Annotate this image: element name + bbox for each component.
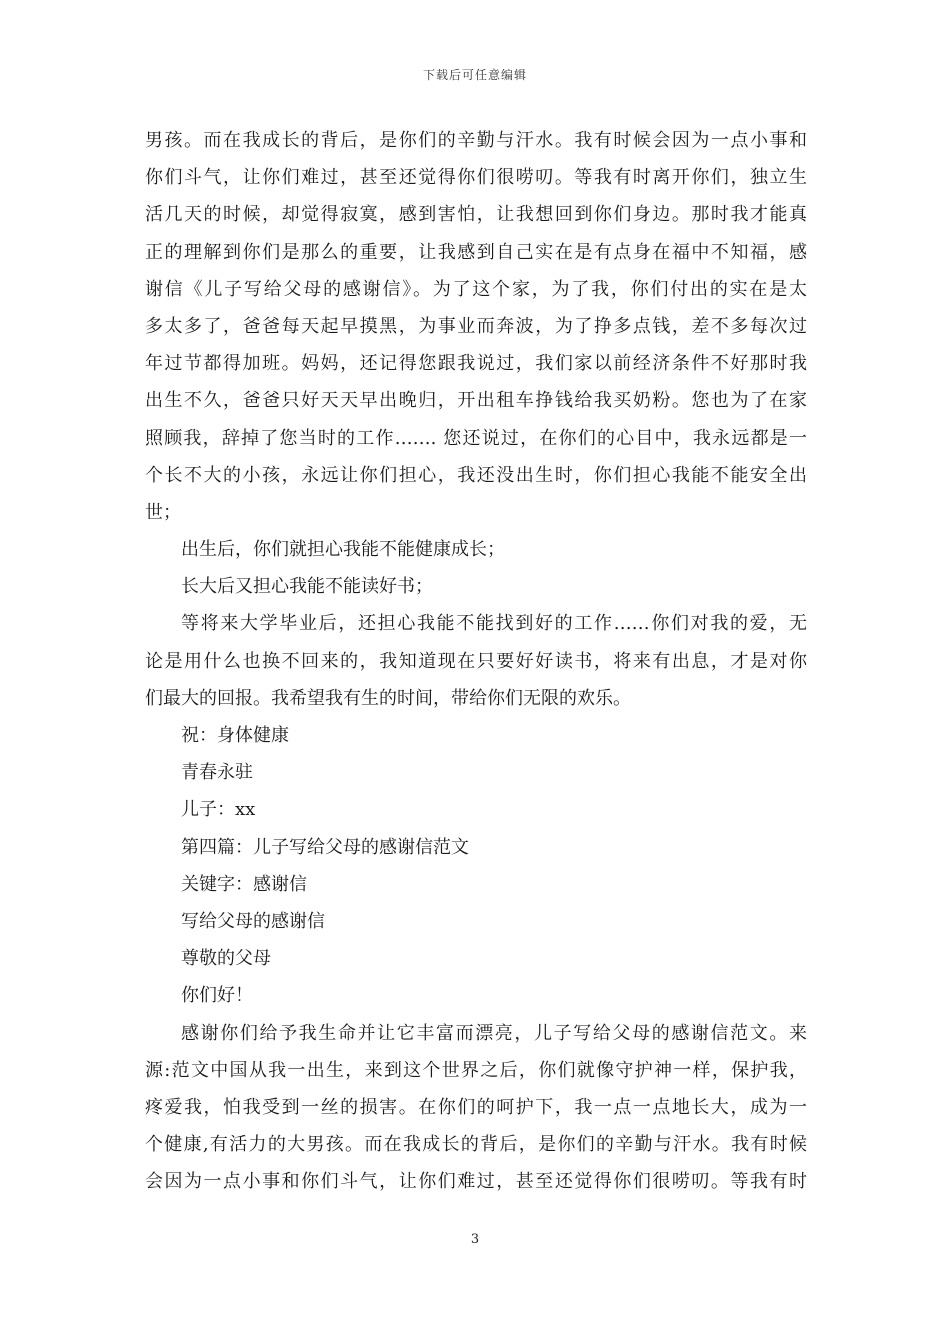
text-line: 照顾我，辞掉了您当时的工作……. 您还说过，在你们的心目中，我永远都是一 bbox=[145, 427, 807, 449]
text-line: 你们斗气，让你们难过，甚至还觉得你们很唠叨。等我有时离开你们，独立生 bbox=[145, 167, 807, 189]
paragraph bbox=[145, 977, 807, 1014]
paragraph bbox=[145, 605, 807, 717]
text-line: 疼爱我，怕我受到一丝的损害。在你们的呵护下，我一点一点地长大，成为一 bbox=[145, 1096, 807, 1118]
paragraph bbox=[145, 717, 807, 754]
paragraph bbox=[145, 791, 807, 828]
text-line: 出生后，你们就担心我能不能健康成长； bbox=[181, 539, 505, 561]
text-line: 年过节都得加班。妈妈，还记得您跟我说过，我们家以前经济条件不好那时我 bbox=[145, 353, 807, 375]
paragraph bbox=[145, 866, 807, 903]
text-line: 儿子：xx bbox=[181, 799, 256, 821]
text-line: 论是用什么也换不回来的，我知道现在只要好好读书，将来有出息，才是对你 bbox=[145, 650, 807, 672]
text-line: 感谢你们给予我生命并让它丰富而漂亮，儿子写给父母的感谢信范文。来 bbox=[181, 1022, 807, 1044]
text-line: 个健康,有活力的大男孩。而在我成长的背后，是你们的辛勤与汗水。我有时候 bbox=[145, 1134, 807, 1156]
paragraph bbox=[145, 903, 807, 940]
page-header: 下载后可任意编辑 bbox=[422, 68, 527, 82]
paragraph bbox=[145, 531, 807, 568]
text-line: 正的理解到你们是那么的重要，让我感到自己实在是有点身在福中不知福，感 bbox=[145, 241, 807, 263]
paragraph bbox=[145, 829, 807, 866]
text-line: 多太多了，爸爸每天起早摸黑，为事业而奔波，为了挣多点钱，差不多每次过 bbox=[145, 315, 807, 337]
paragraph bbox=[145, 754, 807, 791]
text-line: 活几天的时候，却觉得寂寞，感到害怕，让我想回到你们身边。那时我才能真 bbox=[145, 204, 807, 226]
text-line: 出生不久，爸爸只好天天早出晚归，开出租车挣钱给我买奶粉。您也为了在家 bbox=[145, 390, 807, 412]
text-line: 会因为一点小事和你们斗气，让你们难过，甚至还觉得你们很唠叨。等我有时 bbox=[145, 1171, 807, 1193]
text-line: 长大后又担心我能不能读好书； bbox=[181, 576, 433, 598]
text-line: 关键字：感谢信 bbox=[181, 873, 307, 895]
text-line: 祝：身体健康 bbox=[181, 725, 289, 746]
paragraph bbox=[145, 940, 807, 977]
text-line: 男孩。而在我成长的背后，是你们的辛勤与汗水。我有时候会因为一点小事和 bbox=[145, 130, 807, 151]
text-line: 个长不大的小孩，永远让你们担心，我还没出生时，你们担心我能不能安全出 bbox=[145, 464, 807, 486]
text-line: 第四篇：儿子写给父母的感谢信范文 bbox=[181, 836, 469, 858]
document-body bbox=[145, 122, 807, 1200]
text-line: 们最大的回报。我希望我有生的时间，带给你们无限的欢乐。 bbox=[145, 687, 631, 709]
text-line: 源:范文中国从我一出生，来到这个世界之后，你们就像守护神一样，保护我， bbox=[145, 1059, 807, 1081]
paragraph bbox=[145, 122, 807, 531]
text-line: 谢信《儿子写给父母的感谢信》。为了这个家，为了我，你们付出的实在是太 bbox=[145, 278, 807, 300]
text-line: 等将来大学毕业后，还担心我能不能找到好的工作……你们对我的爱，无 bbox=[181, 613, 807, 635]
text-line: 尊敬的父母 bbox=[181, 948, 271, 970]
text-line: 青春永驻 bbox=[181, 762, 253, 784]
page-number: 3 bbox=[470, 1232, 480, 1247]
text-line: 世； bbox=[145, 501, 181, 523]
text-line: 你们好！ bbox=[181, 985, 253, 1007]
paragraph bbox=[145, 568, 807, 605]
text-line: 写给父母的感谢信 bbox=[181, 910, 325, 932]
paragraph bbox=[145, 1015, 807, 1201]
